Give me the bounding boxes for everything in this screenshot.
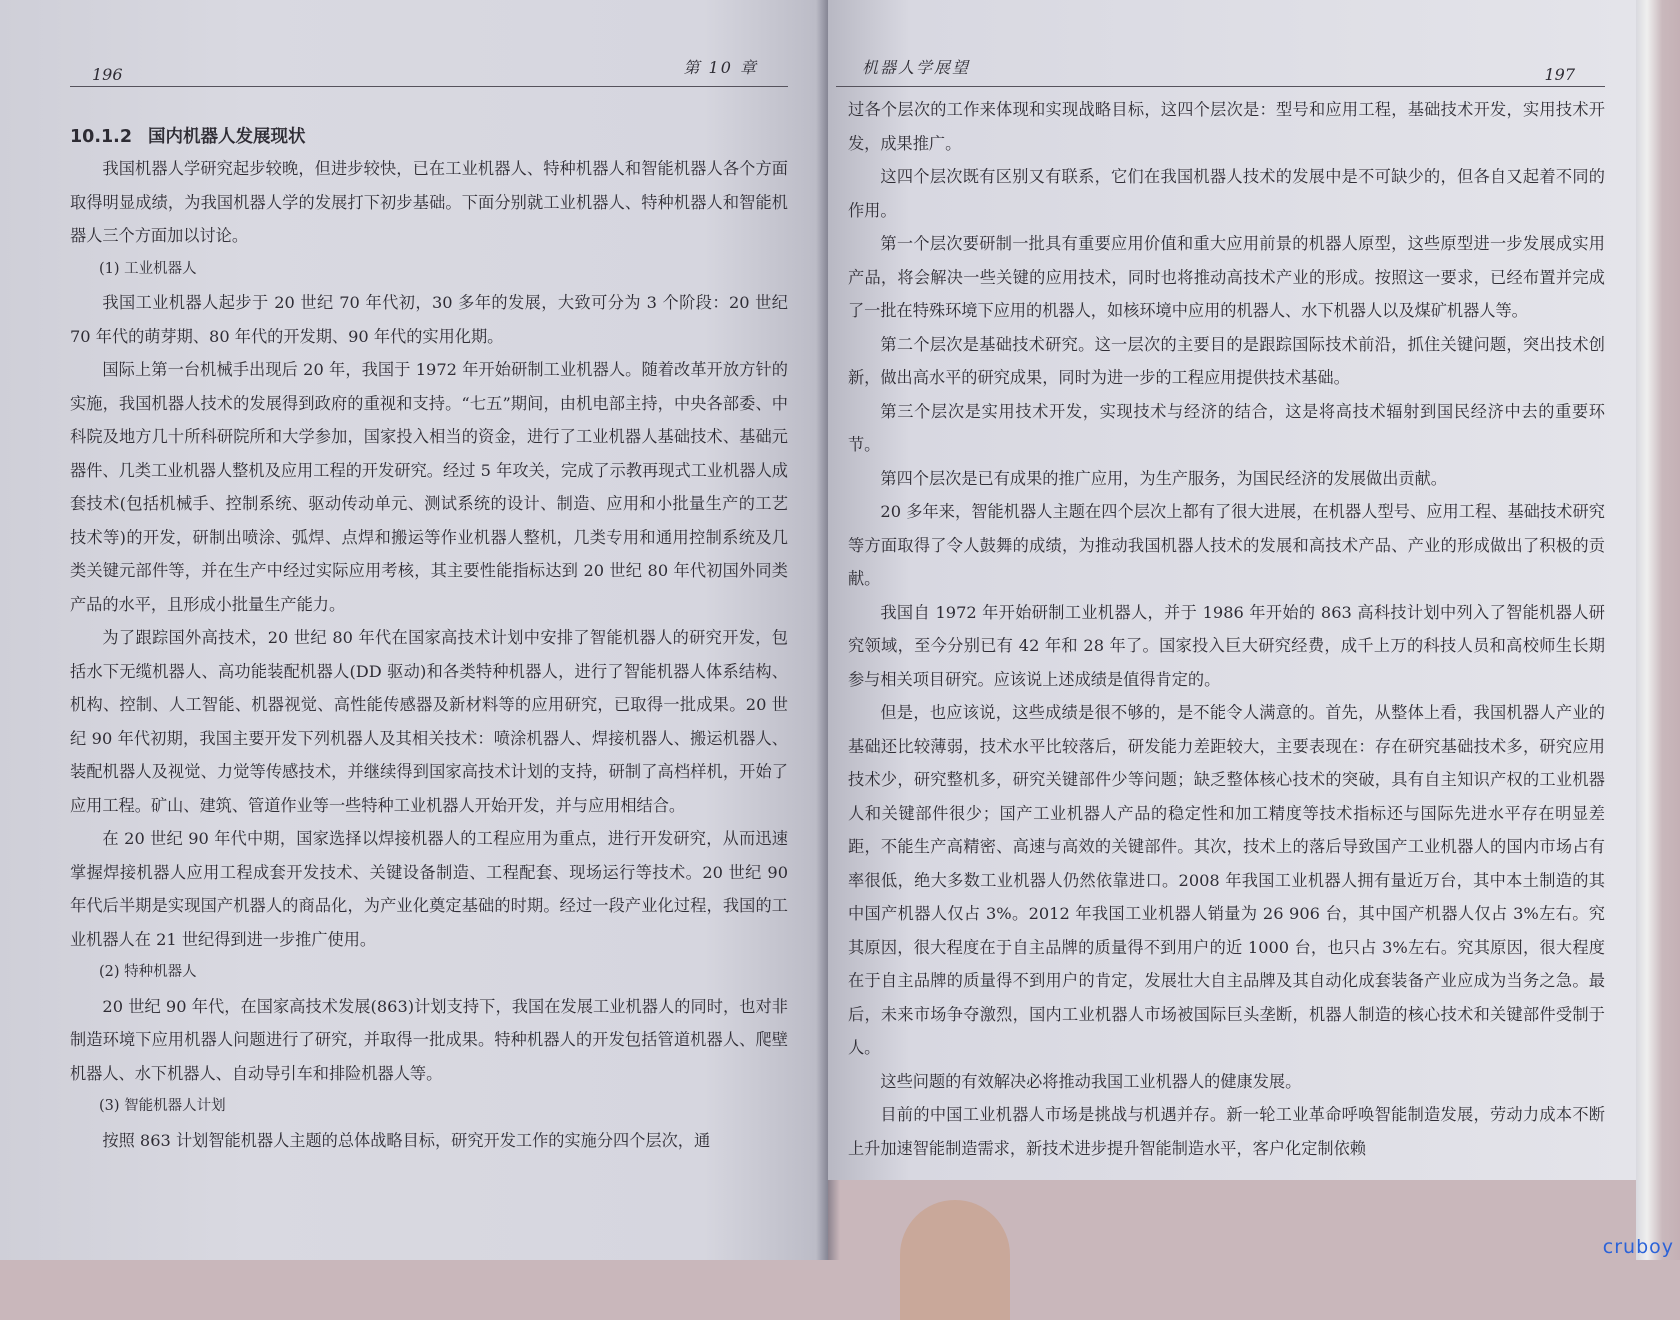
paragraph: 第四个层次是已有成果的推广应用，为生产服务，为国民经济的发展做出贡献。 [880, 468, 1447, 488]
paragraph: 这四个层次既有区别又有联系，它们在我国机器人技术的发展中是不可缺少的，但各自又起着不同的作用。 [848, 167, 1605, 220]
section-heading [70, 123, 788, 148]
right-page [828, 0, 1645, 1180]
paragraph: 为了跟踪国外高技术，20 世纪 80 年代在国家高技术计划中安排了智能机器人的研究开发，包括水下无缆机器人、高功能装配机器人(DD 驱动)和各类特种机器人，进行了智能机器人体系结构、机构、控制、人工智能、机器视觉、高性能传感器及新材料等的应用研究，已取得一批成果。20 世纪 90 年代初期，我国主要开发下列机器人及其相关技术：喷涂机器人、焊接机器人、搬运机器人、装配机器人及视觉、力觉等传感技术，并继续得到国家高技术计划的支持，研制了高档样机，开始了应用工程。矿山、建筑、管道作业等一些特种工业机器人开始开发，并与应用相结合。 [70, 628, 788, 815]
left-page-body [70, 152, 788, 1157]
section-number: 10.1.2 [70, 127, 133, 147]
page-edge [1636, 0, 1680, 1260]
right-page-number: 197 [1544, 65, 1575, 84]
paragraph: 第一个层次要研制一批具有重要应用价值和重大应用前景的机器人原型，这些原型进一步发展成实用产品，将会解决一些关键的应用技术，同时也将推动高技术产业的形成。按照这一要求，已经布置并完成了一批在特殊环境下应用的机器人，如核环境中应用的机器人、水下机器人以及煤矿机器人等。 [848, 234, 1605, 320]
paragraph: 这些问题的有效解决必将推动我国工业机器人的健康发展。 [880, 1071, 1302, 1091]
left-page-header [70, 52, 788, 87]
left-running-head: 第 10 章 [683, 58, 758, 77]
paragraph: 国际上第一台机械手出现后 20 年，我国于 1972 年开始研制工业机器人。随着改革开放方针的实施，我国机器人技术的发展得到政府的重视和支持。“七五”期间，由机电部主持，中央各部委、中科院及地方几十所科研院所和大学参加，国家投入相当的资金，进行了工业机器人基础技术、基础元器件、几类工业机器人整机及应用工程的开发研究。经过 5 年攻关，完成了示教再现式工业机器人成套技术(包括机械手、控制系统、驱动传动单元、测试系统的设计、制造、应用和小批量生产的工艺技术等)的开发，研制出喷涂、弧焊、点焊和搬运等作业机器人整机，几类专用和通用控制系统及几类关键元部件等，并在生产中经过实际应用考核，其主要性能指标达到 20 世纪 80 年代初国外同类产品的水平，且形成小批量生产能力。 [70, 360, 788, 614]
section-title: 国内机器人发展现状 [148, 127, 306, 147]
thumb [900, 1200, 1010, 1320]
right-page-header [836, 52, 1605, 87]
paragraph: 第二个层次是基础技术研究。这一层次的主要目的是跟踪国际技术前沿，抓住关键问题，突出技术创新，做出高水平的研究成果，同时为进一步的工程应用提供技术基础。 [848, 334, 1605, 387]
paragraph: 按照 863 计划智能机器人主题的总体战略目标，研究开发工作的实施分四个层次，通 [102, 1130, 711, 1150]
paragraph: 我国工业机器人起步于 20 世纪 70 年代初，30 多年的发展，大致可分为 3 个阶段：20 世纪 70 年代的萌芽期、80 年代的开发期、90 年代的实用化期。 [70, 293, 788, 346]
right-page-body [836, 93, 1605, 1165]
paragraph: 过各个层次的工作来体现和实现战略目标，这四个层次是：型号和应用工程，基础技术开发，实用技术开发，成果推广。 [848, 100, 1605, 153]
paragraph: 20 多年来，智能机器人主题在四个层次上都有了很大进展，在机器人型号、应用工程、基础技术研究等方面取得了令人鼓舞的成绩，为推动我国机器人技术的发展和高技术产品、产业的形成做出了积极的贡献。 [848, 502, 1605, 588]
subsection-heading: (2) 特种机器人 [99, 964, 197, 980]
subsection-heading: (3) 智能机器人计划 [99, 1098, 226, 1114]
watermark-text: cruboy [1602, 1236, 1674, 1258]
paragraph: 我国自 1972 年开始研制工业机器人，并于 1986 年开始的 863 高科技计划中列入了智能机器人研究领域，至今分别已有 42 年和 28 年了。国家投入巨大研究经费，成千上万的科技人员和高校师生长期参与相关项目研究。应该说上述成绩是值得肯定的。 [848, 602, 1605, 689]
paragraph: 我国机器人学研究起步较晚，但进步较快，已在工业机器人、特种机器人和智能机器人各个方面取得明显成绩，为我国机器人学的发展打下初步基础。下面分别就工业机器人、特种机器人和智能机器人三个方面加以讨论。 [70, 159, 788, 245]
paragraph: 第三个层次是实用技术开发，实现技术与经济的结合，这是将高技术辐射到国民经济中去的重要环节。 [848, 401, 1605, 454]
right-running-head: 机器人学展望 [862, 58, 971, 77]
subsection-heading: (1) 工业机器人 [99, 260, 197, 277]
left-page [0, 0, 828, 1260]
paragraph: 20 世纪 90 年代，在国家高技术发展(863)计划支持下，我国在发展工业机器人的同时，也对非制造环境下应用机器人问题进行了研究，并取得一批成果。特种机器人的开发包括管道机器人、爬壁机器人、水下机器人、自动导引车和排险机器人等。 [70, 996, 788, 1083]
paragraph: 在 20 世纪 90 年代中期，国家选择以焊接机器人的工程应用为重点，进行开发研究，从而迅速掌握焊接机器人应用工程成套开发技术、关键设备制造、工程配套、现场运行等技术。20 世纪 90 年代后半期是实现国产机器人的商品化，为产业化奠定基础的时期。经过一段产业化过程，我国的工业机器人在 21 世纪得到进一步推广使用。 [70, 829, 788, 949]
left-page-number: 196 [92, 65, 123, 84]
paragraph: 但是，也应该说，这些成绩是很不够的，是不能令人满意的。首先，从整体上看，我国机器人产业的基础还比较薄弱，技术水平比较落后，研发能力差距较大，主要表现在：存在研究基础技术多，研究应用技术少，研究整机多，研究关键部件少等问题；缺乏整体核心技术的突破，具有自主知识产权的工业机器人和关键部件很少；国产工业机器人产品的稳定性和加工精度等技术指标还与国际先进水平存在明显差距，不能生产高精密、高速与高效的关键部件。其次，技术上的落后导致国产工业机器人的国内市场占有率很低，绝大多数工业机器人仍然依靠进口。2008 年我国工业机器人拥有量近万台，其中本土制造的其中国产机器人仅占 3%。2012 年我国工业机器人销量为 26 906 台，其中国产机器人仅占 3%左右。究其原因，很大程度在于自主品牌的质量得不到用户的近 1000 台，也只占 3%左右。究其原因，很大程度在于自主品牌的质量得不到用户的肯定，发展壮大自主品牌及其自动化成套装备产业应成为当务之急。最后，未来市场争夺激烈，国内工业机器人市场被国际巨头垄断，机器人制造的核心技术和关键部件受制于人。 [848, 703, 1605, 1057]
paragraph: 目前的中国工业机器人市场是挑战与机遇并存。新一轮工业革命呼唤智能制造发展，劳动力成本不断上升加速智能制造需求，新技术进步提升智能制造水平，客户化定制依赖 [848, 1105, 1605, 1158]
